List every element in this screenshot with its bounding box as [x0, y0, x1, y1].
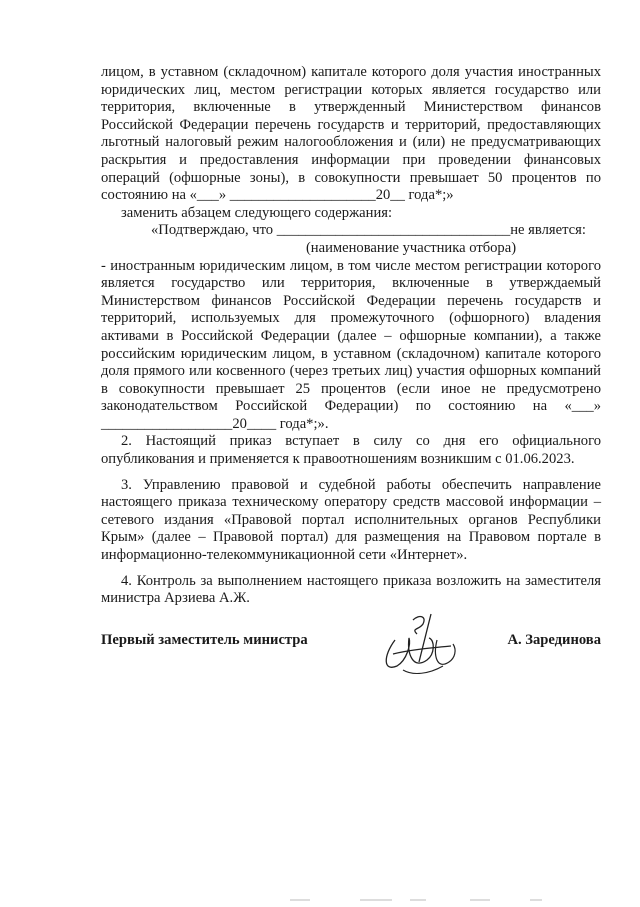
- paragraph-item-2: 2. Настоящий приказ вступает в силу со дня его официального опубликования и применяется к правоотношениям возникшим с 01.06.2023.: [101, 433, 601, 468]
- signatory-title: Первый заместитель министра: [101, 632, 308, 648]
- document-body: [101, 64, 601, 608]
- paragraph-replace-instruction: заменить абзацем следующего содержания:: [121, 204, 393, 221]
- paragraph-item-4: 4. Контроль за выполнением настоящего приказа возложить на заместителя министра Арзиева А.Ж.: [101, 572, 601, 607]
- paragraph-offshore-zones: лицом, в уставном (складочном) капитале которого доля участия иностранных юридических лиц, местом регистрации которых является государство или территория, включенные в утвержденный Министерством финансов Российской Федерации перечень государств и территорий, предоставляющих льготный налоговый режим налогообложения и (или) не предусматривающих раскрытия и предоставления информации при проведении финансовых операций (офшорные зоны), в совокупности превышает 50 процентов по состоянию на «___» ____________________20__ года*;»: [101, 64, 601, 204]
- paragraph-offshore-companies: - иностранным юридическим лицом, в том числе местом регистрации которого является государство или территория, включенные в утверждаемый Министерством финансов Российской Федерации перечень государств и территорий, используемых для промежуточного (офшорного) владения активами в Российской Федерации (далее – офшорные компании), а также российским юридическим лицом, в уставном (складочном) капитале которого доля прямого или косвенного (через третьих лиц) участия офшорных компаний в совокупности превышает 25 процентов (если иное не предусмотрено законодательством Российской Федерации) по состоянию на «___» __________________20____ года*;».: [101, 257, 601, 432]
- caption-participant-name: (наименование участника отбора): [305, 239, 517, 256]
- scan-edge-marks: [280, 897, 600, 903]
- paragraph-item-3: 3. Управлению правовой и судебной работы обеспечить направление настоящего приказа техническому оператору средств массовой информации – сетевого издания «Правовой портал исполнительных органов Республики Крым» (далее – Правовой портал) для размещения на Правовом портале в информационно-телекоммуникационной сети «Интернет».: [101, 476, 601, 564]
- handwritten-signature: [373, 610, 461, 690]
- signatory-name: А. Зарединова: [507, 632, 601, 648]
- signature-block: [101, 632, 601, 692]
- paragraph-confirm-line: «Подтверждаю, что ________________________________не является:: [151, 222, 586, 239]
